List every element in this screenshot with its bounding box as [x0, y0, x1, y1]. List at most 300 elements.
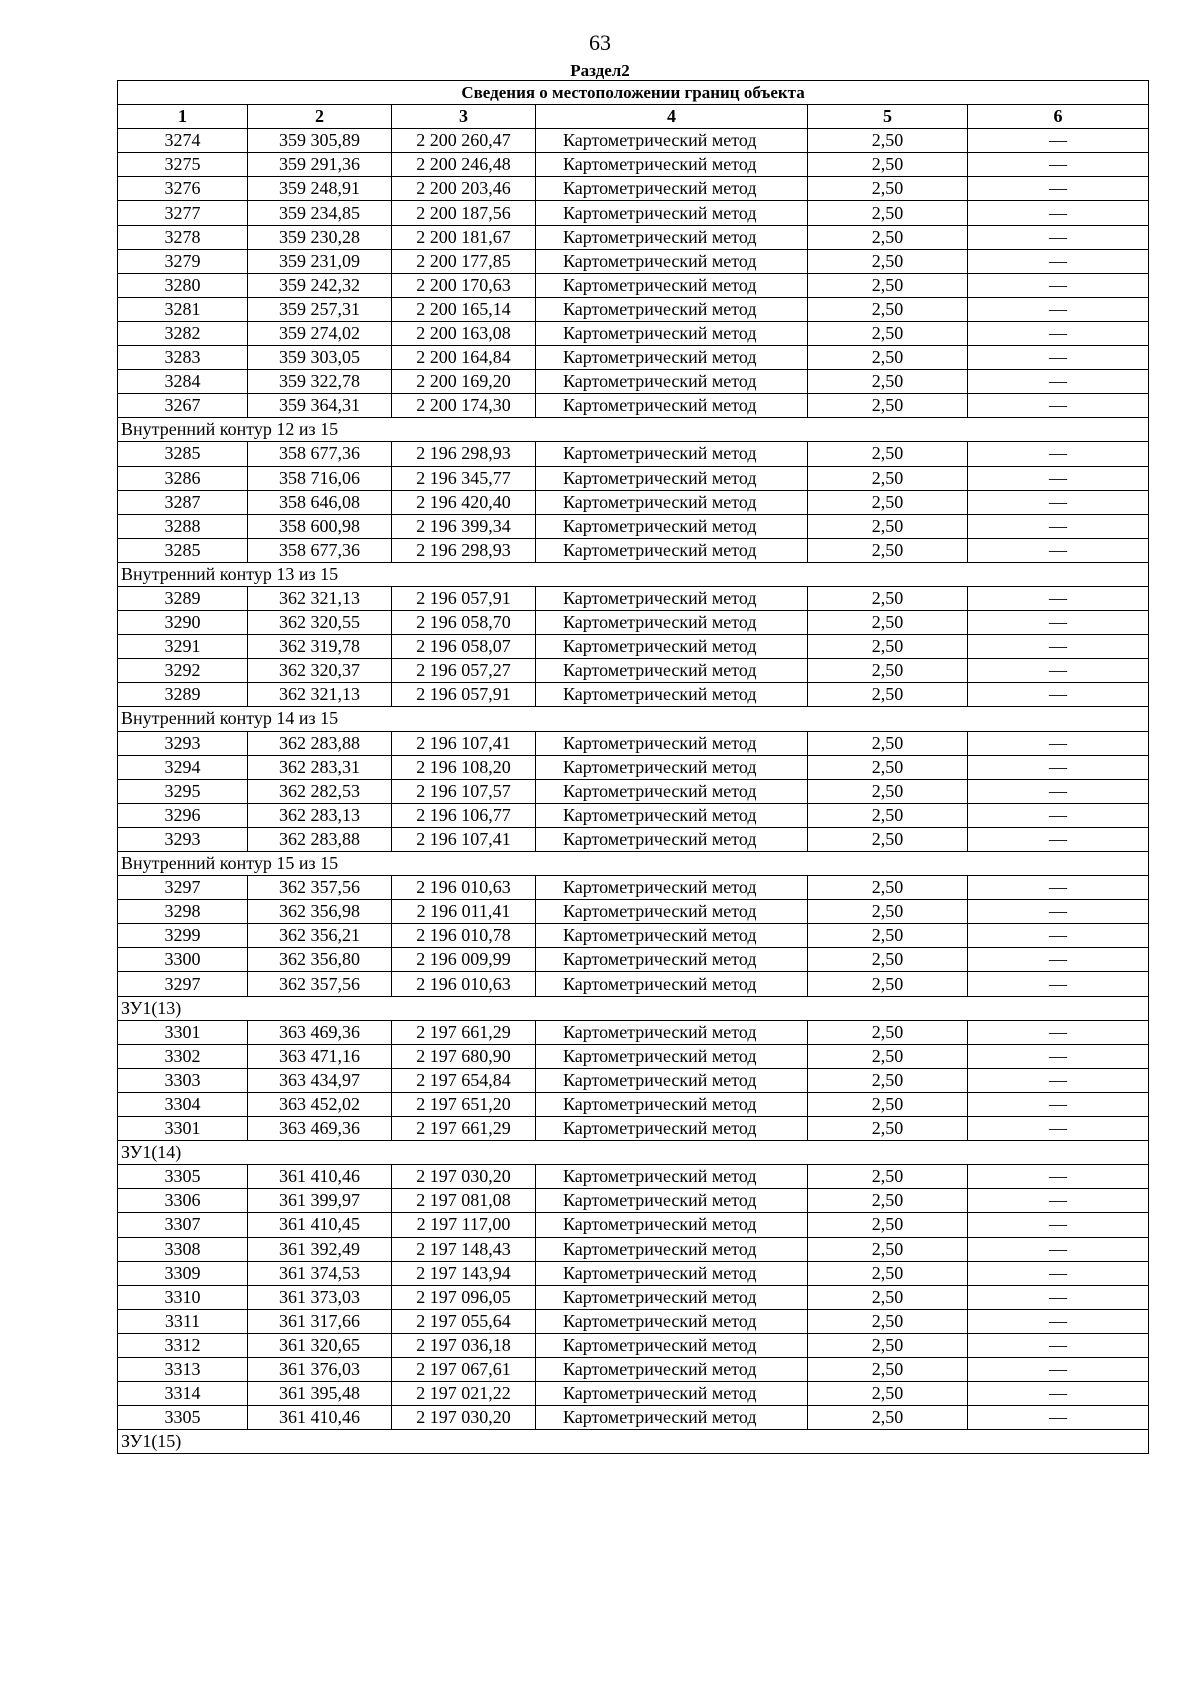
column-number: 1	[118, 105, 248, 129]
contour-label: Внутренний контур 13 из 15	[118, 562, 1149, 586]
method-cell: Картометрический метод	[536, 683, 808, 707]
y-coordinate-cell: 2 196 058,70	[392, 611, 536, 635]
x-coordinate-cell: 358 716,06	[248, 466, 392, 490]
table-row	[118, 1382, 1149, 1406]
x-coordinate-cell: 362 356,80	[248, 948, 392, 972]
table-row	[118, 249, 1149, 273]
description-cell: —	[968, 586, 1149, 610]
table-row	[118, 321, 1149, 345]
table-row	[118, 370, 1149, 394]
table-row	[118, 659, 1149, 683]
method-cell: Картометрический метод	[536, 1406, 808, 1430]
table-row	[118, 538, 1149, 562]
description-cell: —	[968, 442, 1149, 466]
description-cell: —	[968, 1117, 1149, 1141]
x-coordinate-cell: 361 374,53	[248, 1261, 392, 1285]
table-row	[118, 1406, 1149, 1430]
method-cell: Картометрический метод	[536, 1382, 808, 1406]
point-number-cell: 3305	[118, 1406, 248, 1430]
method-cell: Картометрический метод	[536, 466, 808, 490]
x-coordinate-cell: 362 283,31	[248, 755, 392, 779]
y-coordinate-cell: 2 200 170,63	[392, 273, 536, 297]
point-number-cell: 3303	[118, 1068, 248, 1092]
method-cell: Картометрический метод	[536, 490, 808, 514]
x-coordinate-cell: 362 282,53	[248, 779, 392, 803]
accuracy-cell: 2,50	[808, 1261, 968, 1285]
y-coordinate-cell: 2 197 661,29	[392, 1117, 536, 1141]
accuracy-cell: 2,50	[808, 249, 968, 273]
contour-label: Внутренний контур 14 из 15	[118, 707, 1149, 731]
y-coordinate-cell: 2 197 117,00	[392, 1213, 536, 1237]
description-cell: —	[968, 803, 1149, 827]
accuracy-cell: 2,50	[808, 1044, 968, 1068]
x-coordinate-cell: 362 356,98	[248, 900, 392, 924]
point-number-cell: 3312	[118, 1333, 248, 1357]
y-coordinate-cell: 2 197 096,05	[392, 1285, 536, 1309]
method-cell: Картометрический метод	[536, 273, 808, 297]
table-row	[118, 153, 1149, 177]
y-coordinate-cell: 2 197 654,84	[392, 1068, 536, 1092]
accuracy-cell: 2,50	[808, 1020, 968, 1044]
point-number-cell: 3277	[118, 201, 248, 225]
point-number-cell: 3289	[118, 586, 248, 610]
accuracy-cell: 2,50	[808, 321, 968, 345]
column-number-row	[118, 105, 1149, 129]
x-coordinate-cell: 361 410,46	[248, 1406, 392, 1430]
accuracy-cell: 2,50	[808, 683, 968, 707]
description-cell: —	[968, 1020, 1149, 1044]
x-coordinate-cell: 358 677,36	[248, 538, 392, 562]
description-cell: —	[968, 827, 1149, 851]
point-number-cell: 3276	[118, 177, 248, 201]
point-number-cell: 3278	[118, 225, 248, 249]
point-number-cell: 3288	[118, 514, 248, 538]
coordinates-table	[117, 80, 1149, 1454]
y-coordinate-cell: 2 196 420,40	[392, 490, 536, 514]
table-row	[118, 442, 1149, 466]
point-number-cell: 3300	[118, 948, 248, 972]
y-coordinate-cell: 2 197 030,20	[392, 1406, 536, 1430]
point-number-cell: 3286	[118, 466, 248, 490]
x-coordinate-cell: 359 248,91	[248, 177, 392, 201]
table-row	[118, 1020, 1149, 1044]
accuracy-cell: 2,50	[808, 755, 968, 779]
table-row	[118, 948, 1149, 972]
accuracy-cell: 2,50	[808, 972, 968, 996]
table-row	[118, 586, 1149, 610]
table-row	[118, 1333, 1149, 1357]
table-row	[118, 731, 1149, 755]
point-number-cell: 3311	[118, 1309, 248, 1333]
table-row	[118, 803, 1149, 827]
description-cell: —	[968, 201, 1149, 225]
column-number: 3	[392, 105, 536, 129]
contour-group-row	[118, 852, 1149, 876]
point-number-cell: 3301	[118, 1117, 248, 1141]
table-row	[118, 129, 1149, 153]
method-cell: Картометрический метод	[536, 803, 808, 827]
y-coordinate-cell: 2 200 163,08	[392, 321, 536, 345]
description-cell: —	[968, 876, 1149, 900]
y-coordinate-cell: 2 200 165,14	[392, 297, 536, 321]
point-number-cell: 3309	[118, 1261, 248, 1285]
method-cell: Картометрический метод	[536, 249, 808, 273]
description-cell: —	[968, 1068, 1149, 1092]
accuracy-cell: 2,50	[808, 466, 968, 490]
point-number-cell: 3310	[118, 1285, 248, 1309]
point-number-cell: 3275	[118, 153, 248, 177]
y-coordinate-cell: 2 200 187,56	[392, 201, 536, 225]
x-coordinate-cell: 362 357,56	[248, 972, 392, 996]
description-cell: —	[968, 900, 1149, 924]
description-cell: —	[968, 1357, 1149, 1381]
y-coordinate-cell: 2 197 036,18	[392, 1333, 536, 1357]
point-number-cell: 3297	[118, 972, 248, 996]
point-number-cell: 3297	[118, 876, 248, 900]
accuracy-cell: 2,50	[808, 153, 968, 177]
y-coordinate-cell: 2 197 030,20	[392, 1165, 536, 1189]
accuracy-cell: 2,50	[808, 1285, 968, 1309]
x-coordinate-cell: 361 317,66	[248, 1309, 392, 1333]
description-cell: —	[968, 1044, 1149, 1068]
contour-label: Внутренний контур 15 из 15	[118, 852, 1149, 876]
y-coordinate-cell: 2 197 651,20	[392, 1092, 536, 1116]
contour-group-row	[118, 418, 1149, 442]
x-coordinate-cell: 359 274,02	[248, 321, 392, 345]
x-coordinate-cell: 362 357,56	[248, 876, 392, 900]
method-cell: Картометрический метод	[536, 779, 808, 803]
x-coordinate-cell: 362 320,37	[248, 659, 392, 683]
table-row	[118, 900, 1149, 924]
method-cell: Картометрический метод	[536, 129, 808, 153]
contour-group-row	[118, 562, 1149, 586]
point-number-cell: 3280	[118, 273, 248, 297]
method-cell: Картометрический метод	[536, 442, 808, 466]
description-cell: —	[968, 755, 1149, 779]
point-number-cell: 3302	[118, 1044, 248, 1068]
method-cell: Картометрический метод	[536, 321, 808, 345]
table-row	[118, 827, 1149, 851]
x-coordinate-cell: 361 320,65	[248, 1333, 392, 1357]
description-cell: —	[968, 346, 1149, 370]
y-coordinate-cell: 2 196 009,99	[392, 948, 536, 972]
contour-group-row	[118, 1430, 1149, 1454]
point-number-cell: 3314	[118, 1382, 248, 1406]
description-cell: —	[968, 249, 1149, 273]
y-coordinate-cell: 2 196 057,27	[392, 659, 536, 683]
method-cell: Картометрический метод	[536, 755, 808, 779]
description-cell: —	[968, 1092, 1149, 1116]
method-cell: Картометрический метод	[536, 586, 808, 610]
point-number-cell: 3295	[118, 779, 248, 803]
method-cell: Картометрический метод	[536, 948, 808, 972]
point-number-cell: 3267	[118, 394, 248, 418]
x-coordinate-cell: 359 234,85	[248, 201, 392, 225]
method-cell: Картометрический метод	[536, 876, 808, 900]
x-coordinate-cell: 359 303,05	[248, 346, 392, 370]
point-number-cell: 3305	[118, 1165, 248, 1189]
table-row	[118, 972, 1149, 996]
y-coordinate-cell: 2 196 107,41	[392, 827, 536, 851]
accuracy-cell: 2,50	[808, 514, 968, 538]
method-cell: Картометрический метод	[536, 1261, 808, 1285]
method-cell: Картометрический метод	[536, 1285, 808, 1309]
contour-label: ЗУ1(14)	[118, 1141, 1149, 1165]
method-cell: Картометрический метод	[536, 1068, 808, 1092]
y-coordinate-cell: 2 197 081,08	[392, 1189, 536, 1213]
method-cell: Картометрический метод	[536, 370, 808, 394]
table-row	[118, 1213, 1149, 1237]
table-row	[118, 466, 1149, 490]
description-cell: —	[968, 1213, 1149, 1237]
x-coordinate-cell: 363 452,02	[248, 1092, 392, 1116]
description-cell: —	[968, 1261, 1149, 1285]
description-cell: —	[968, 659, 1149, 683]
point-number-cell: 3285	[118, 538, 248, 562]
description-cell: —	[968, 273, 1149, 297]
x-coordinate-cell: 363 471,16	[248, 1044, 392, 1068]
y-coordinate-cell: 2 200 246,48	[392, 153, 536, 177]
table-row	[118, 1189, 1149, 1213]
description-cell: —	[968, 924, 1149, 948]
description-cell: —	[968, 466, 1149, 490]
method-cell: Картометрический метод	[536, 924, 808, 948]
method-cell: Картометрический метод	[536, 225, 808, 249]
accuracy-cell: 2,50	[808, 731, 968, 755]
accuracy-cell: 2,50	[808, 1406, 968, 1430]
x-coordinate-cell: 362 283,13	[248, 803, 392, 827]
table-caption-row	[118, 81, 1149, 105]
table-row	[118, 1357, 1149, 1381]
description-cell: —	[968, 153, 1149, 177]
description-cell: —	[968, 1309, 1149, 1333]
description-cell: —	[968, 490, 1149, 514]
page-number: 63	[589, 30, 611, 55]
table-row	[118, 924, 1149, 948]
method-cell: Картометрический метод	[536, 346, 808, 370]
point-number-cell: 3296	[118, 803, 248, 827]
table-row	[118, 1285, 1149, 1309]
point-number-cell: 3274	[118, 129, 248, 153]
description-cell: —	[968, 972, 1149, 996]
x-coordinate-cell: 361 392,49	[248, 1237, 392, 1261]
point-number-cell: 3287	[118, 490, 248, 514]
table-row	[118, 755, 1149, 779]
y-coordinate-cell: 2 196 345,77	[392, 466, 536, 490]
table-row	[118, 683, 1149, 707]
description-cell: —	[968, 225, 1149, 249]
contour-label: ЗУ1(15)	[118, 1430, 1149, 1454]
x-coordinate-cell: 359 305,89	[248, 129, 392, 153]
x-coordinate-cell: 358 646,08	[248, 490, 392, 514]
x-coordinate-cell: 358 600,98	[248, 514, 392, 538]
method-cell: Картометрический метод	[536, 514, 808, 538]
point-number-cell: 3282	[118, 321, 248, 345]
point-number-cell: 3307	[118, 1213, 248, 1237]
x-coordinate-cell: 362 320,55	[248, 611, 392, 635]
method-cell: Картометрический метод	[536, 1020, 808, 1044]
x-coordinate-cell: 359 322,78	[248, 370, 392, 394]
method-cell: Картометрический метод	[536, 1309, 808, 1333]
method-cell: Картометрический метод	[536, 659, 808, 683]
point-number-cell: 3281	[118, 297, 248, 321]
accuracy-cell: 2,50	[808, 490, 968, 514]
point-number-cell: 3294	[118, 755, 248, 779]
method-cell: Картометрический метод	[536, 1117, 808, 1141]
description-cell: —	[968, 731, 1149, 755]
point-number-cell: 3308	[118, 1237, 248, 1261]
description-cell: —	[968, 394, 1149, 418]
x-coordinate-cell: 363 469,36	[248, 1117, 392, 1141]
method-cell: Картометрический метод	[536, 1092, 808, 1116]
y-coordinate-cell: 2 196 058,07	[392, 635, 536, 659]
method-cell: Картометрический метод	[536, 394, 808, 418]
x-coordinate-cell: 362 319,78	[248, 635, 392, 659]
y-coordinate-cell: 2 196 107,41	[392, 731, 536, 755]
description-cell: —	[968, 1165, 1149, 1189]
table-row	[118, 514, 1149, 538]
description-cell: —	[968, 683, 1149, 707]
accuracy-cell: 2,50	[808, 924, 968, 948]
description-cell: —	[968, 1382, 1149, 1406]
point-number-cell: 3298	[118, 900, 248, 924]
accuracy-cell: 2,50	[808, 1068, 968, 1092]
x-coordinate-cell: 359 230,28	[248, 225, 392, 249]
y-coordinate-cell: 2 200 164,84	[392, 346, 536, 370]
column-number: 2	[248, 105, 392, 129]
table-row	[118, 1165, 1149, 1189]
y-coordinate-cell: 2 197 055,64	[392, 1309, 536, 1333]
point-number-cell: 3301	[118, 1020, 248, 1044]
y-coordinate-cell: 2 196 057,91	[392, 586, 536, 610]
x-coordinate-cell: 359 242,32	[248, 273, 392, 297]
accuracy-cell: 2,50	[808, 201, 968, 225]
description-cell: —	[968, 321, 1149, 345]
method-cell: Картометрический метод	[536, 1165, 808, 1189]
x-coordinate-cell: 361 373,03	[248, 1285, 392, 1309]
point-number-cell: 3289	[118, 683, 248, 707]
contour-group-row	[118, 1141, 1149, 1165]
point-number-cell: 3299	[118, 924, 248, 948]
method-cell: Картометрический метод	[536, 177, 808, 201]
table-row	[118, 225, 1149, 249]
accuracy-cell: 2,50	[808, 538, 968, 562]
x-coordinate-cell: 362 356,21	[248, 924, 392, 948]
y-coordinate-cell: 2 200 169,20	[392, 370, 536, 394]
column-number: 6	[968, 105, 1149, 129]
point-number-cell: 3304	[118, 1092, 248, 1116]
accuracy-cell: 2,50	[808, 635, 968, 659]
accuracy-cell: 2,50	[808, 611, 968, 635]
x-coordinate-cell: 362 321,13	[248, 683, 392, 707]
x-coordinate-cell: 358 677,36	[248, 442, 392, 466]
table-row	[118, 1309, 1149, 1333]
contour-label: ЗУ1(13)	[118, 996, 1149, 1020]
x-coordinate-cell: 363 469,36	[248, 1020, 392, 1044]
table-row	[118, 201, 1149, 225]
x-coordinate-cell: 359 291,36	[248, 153, 392, 177]
method-cell: Картометрический метод	[536, 297, 808, 321]
y-coordinate-cell: 2 197 021,22	[392, 1382, 536, 1406]
point-number-cell: 3284	[118, 370, 248, 394]
table-row	[118, 273, 1149, 297]
method-cell: Картометрический метод	[536, 153, 808, 177]
x-coordinate-cell: 361 376,03	[248, 1357, 392, 1381]
accuracy-cell: 2,50	[808, 225, 968, 249]
table-row	[118, 1092, 1149, 1116]
y-coordinate-cell: 2 196 010,63	[392, 972, 536, 996]
method-cell: Картометрический метод	[536, 1357, 808, 1381]
table-row	[118, 490, 1149, 514]
x-coordinate-cell: 362 283,88	[248, 827, 392, 851]
accuracy-cell: 2,50	[808, 1382, 968, 1406]
accuracy-cell: 2,50	[808, 370, 968, 394]
description-cell: —	[968, 611, 1149, 635]
table-row	[118, 394, 1149, 418]
y-coordinate-cell: 2 197 148,43	[392, 1237, 536, 1261]
y-coordinate-cell: 2 196 107,57	[392, 779, 536, 803]
method-cell: Картометрический метод	[536, 538, 808, 562]
table-row	[118, 611, 1149, 635]
table-row	[118, 1068, 1149, 1092]
description-cell: —	[968, 1333, 1149, 1357]
accuracy-cell: 2,50	[808, 803, 968, 827]
x-coordinate-cell: 361 410,45	[248, 1213, 392, 1237]
accuracy-cell: 2,50	[808, 900, 968, 924]
section-title: Раздел2	[570, 61, 630, 80]
description-cell: —	[968, 177, 1149, 201]
y-coordinate-cell: 2 200 177,85	[392, 249, 536, 273]
x-coordinate-cell: 359 231,09	[248, 249, 392, 273]
accuracy-cell: 2,50	[808, 1117, 968, 1141]
table-caption: Сведения о местоположении границ объекта	[118, 81, 1149, 105]
table-row	[118, 1237, 1149, 1261]
x-coordinate-cell: 359 257,31	[248, 297, 392, 321]
y-coordinate-cell: 2 196 399,34	[392, 514, 536, 538]
method-cell: Картометрический метод	[536, 1044, 808, 1068]
accuracy-cell: 2,50	[808, 1237, 968, 1261]
method-cell: Картометрический метод	[536, 1189, 808, 1213]
y-coordinate-cell: 2 200 203,46	[392, 177, 536, 201]
method-cell: Картометрический метод	[536, 635, 808, 659]
method-cell: Картометрический метод	[536, 611, 808, 635]
accuracy-cell: 2,50	[808, 129, 968, 153]
table-row	[118, 1261, 1149, 1285]
y-coordinate-cell: 2 200 260,47	[392, 129, 536, 153]
accuracy-cell: 2,50	[808, 1309, 968, 1333]
column-number: 5	[808, 105, 968, 129]
accuracy-cell: 2,50	[808, 827, 968, 851]
table-row	[118, 297, 1149, 321]
table-row	[118, 876, 1149, 900]
point-number-cell: 3313	[118, 1357, 248, 1381]
y-coordinate-cell: 2 196 010,63	[392, 876, 536, 900]
description-cell: —	[968, 1285, 1149, 1309]
method-cell: Картометрический метод	[536, 827, 808, 851]
method-cell: Картометрический метод	[536, 1213, 808, 1237]
point-number-cell: 3279	[118, 249, 248, 273]
table-row	[118, 346, 1149, 370]
y-coordinate-cell: 2 196 106,77	[392, 803, 536, 827]
y-coordinate-cell: 2 200 181,67	[392, 225, 536, 249]
description-cell: —	[968, 635, 1149, 659]
description-cell: —	[968, 779, 1149, 803]
table-row	[118, 1044, 1149, 1068]
method-cell: Картометрический метод	[536, 1333, 808, 1357]
x-coordinate-cell: 361 395,48	[248, 1382, 392, 1406]
point-number-cell: 3293	[118, 731, 248, 755]
x-coordinate-cell: 361 399,97	[248, 1189, 392, 1213]
